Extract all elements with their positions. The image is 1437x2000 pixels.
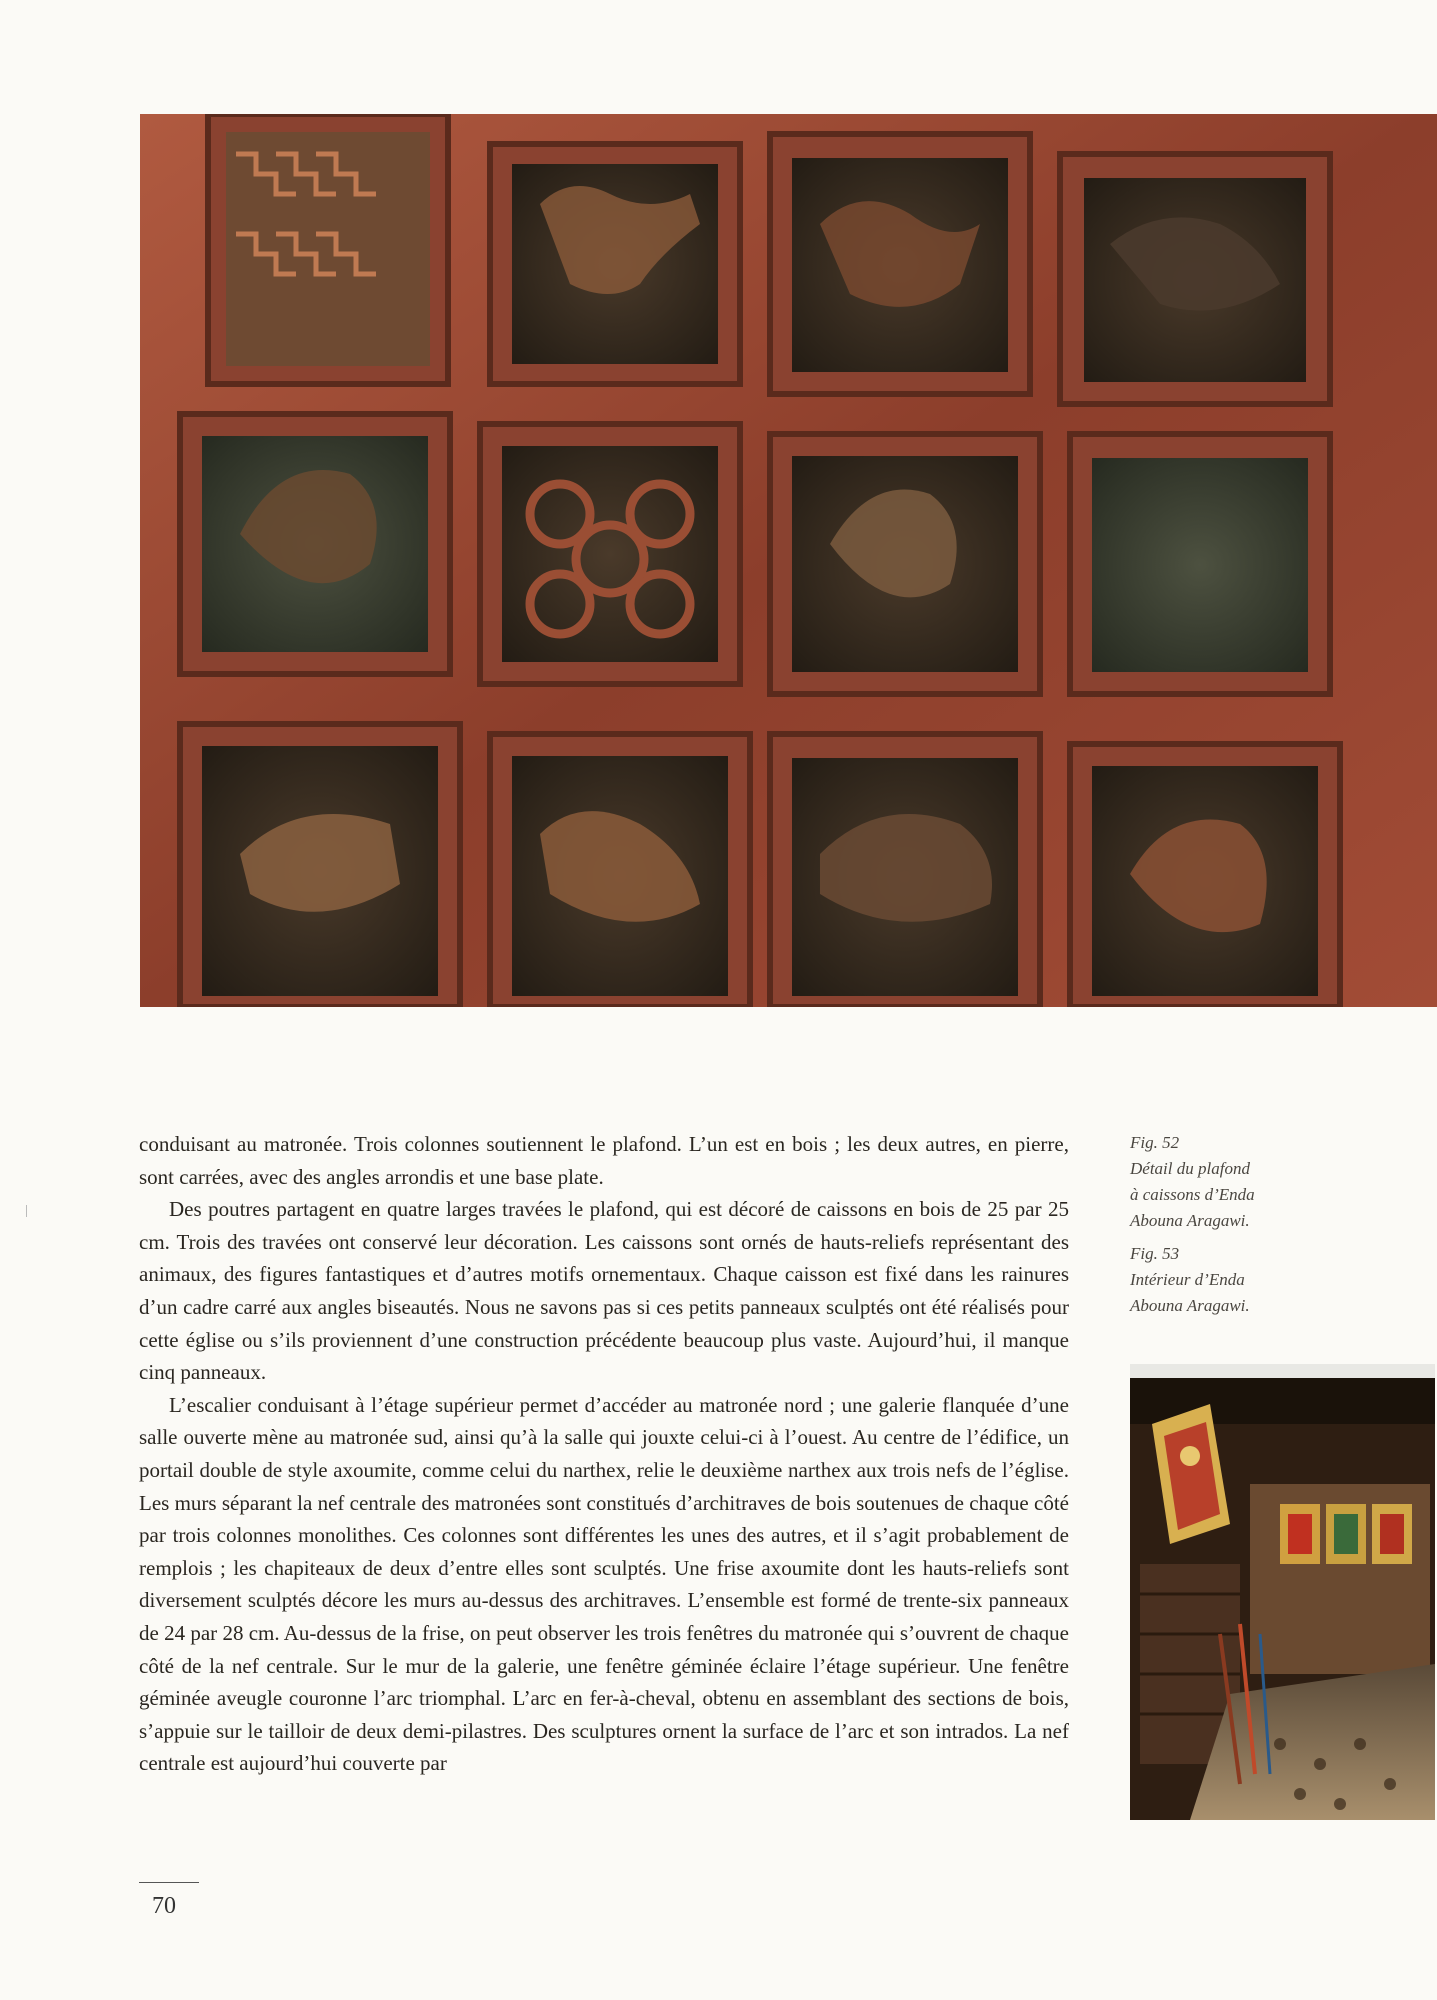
body-paragraph-1: conduisant au matronée. Trois colonnes soutiennent le plafond. L’un est en bois ; les deux autres, en pierre, sont carrées, avec des angles arrondis et une base plate. [139, 1132, 1069, 1189]
margin-mark [26, 1205, 27, 1217]
church-interior-photo [1130, 1364, 1435, 1820]
caption-label: Fig. 52 [1130, 1133, 1180, 1152]
caption-fig-53 [1130, 1241, 1280, 1319]
caption-line: Abouna Aragawi. [1130, 1296, 1250, 1315]
coffered-ceiling-illustration [140, 114, 1437, 1007]
caption-label: Fig. 53 [1130, 1244, 1180, 1263]
figure-captions [1130, 1130, 1280, 1326]
caption-line: Abouna Aragawi. [1130, 1211, 1250, 1230]
page-number: 70 [152, 1893, 176, 1919]
caption-line: à caissons d’Enda [1130, 1185, 1255, 1204]
caption-fig-52 [1130, 1130, 1280, 1234]
caption-line: Détail du plafond [1130, 1159, 1250, 1178]
folio-rule [139, 1882, 199, 1883]
church-interior-illustration [1130, 1364, 1435, 1820]
caption-line: Intérieur d’Enda [1130, 1270, 1245, 1289]
body-text [139, 1128, 1069, 1780]
coffered-ceiling-photo [140, 114, 1437, 1007]
body-paragraph-2: Des poutres partagent en quatre larges travées le plafond, qui est décoré de caissons en bois de 25 par 25 cm. Trois des travées ont conservé leur décoration. Les caissons sont ornés de hauts-reliefs représentant des animaux, des figures fantastiques et d’autres motifs ornementaux. Chaque caisson est fixé dans les rainures d’un cadre carré aux angles biseautés. Nous ne savons pas si ces petits panneaux sculptés ont été réalisés pour cette église ou s’ils proviennent d’une construction précédente beaucoup plus vaste. Aujourd’hui, il manque cinq panneaux. [139, 1197, 1069, 1385]
body-paragraph-3: L’escalier conduisant à l’étage supérieur permet d’accéder au matronée nord ; une galerie flanquée d’une salle ouverte mène au matronée sud, ainsi qu’à la salle qui jouxte celui-ci à l’ouest. Au centre de l’édifice, un portail double de style axoumite, comme celui du narthex, relie le deuxième narthex aux trois nefs de l’église. Les murs séparant la nef centrale des matronées sont constitués d’architraves de bois soutenues de chaque côté par trois colonnes monolithes. Ces colonnes sont différentes les unes des autres, et il s’agit probablement de remplois ; les chapiteaux de deux d’entre elles sont sculptés. Une frise axoumite dont les hauts-reliefs sont diversement sculptés décore les murs au-dessus des architraves. L’ensemble est formé de trente-six panneaux de 24 par 28 cm. Au-dessus de la frise, on peut observer les trois fenêtres du matronée qui s’ouvrent de chaque côté de la nef centrale. Sur le mur de la galerie, une fenêtre géminée éclaire l’étage supérieur. Une fenêtre géminée aveugle couronne l’arc triomphal. L’arc en fer-à-cheval, obtenu en assemblant des sections de bois, s’appuie sur le tailloir de deux demi-pilastres. Des sculptures ornent la surface de l’arc et son intrados. La nef centrale est aujourd’hui couverte par [139, 1392, 1069, 1776]
